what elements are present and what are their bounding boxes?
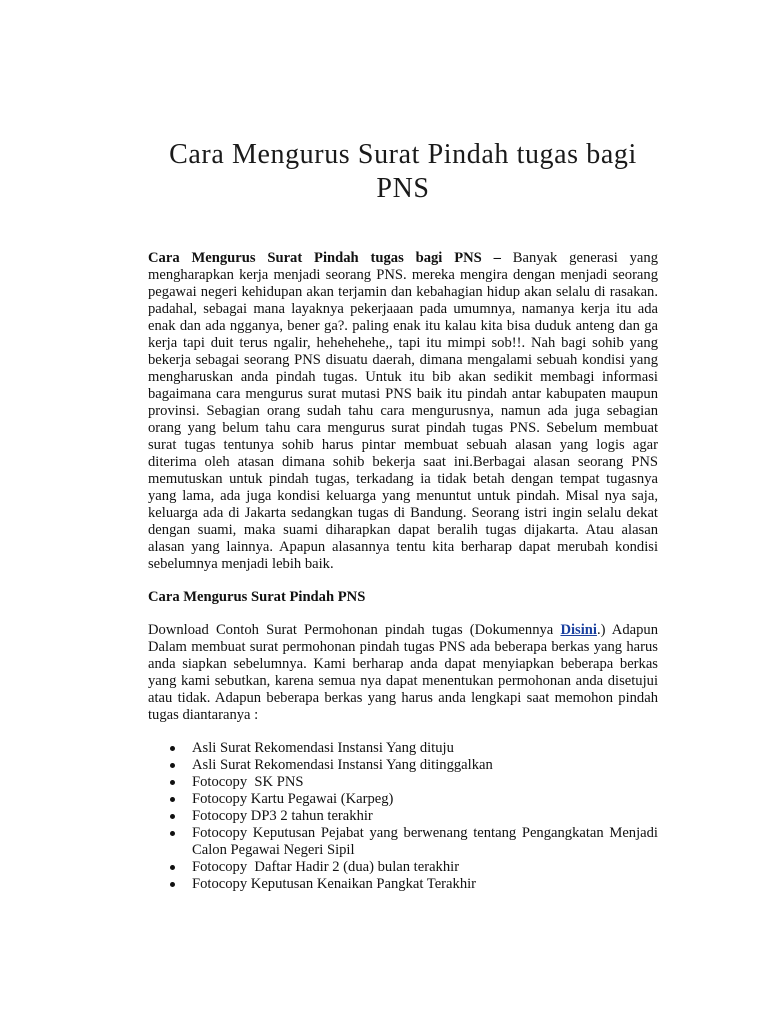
- list-item: [148, 825, 658, 859]
- requirements-list: [148, 740, 658, 893]
- list-item-text: Fotocopy Daftar Hadir 2 (dua) bulan terakhir: [192, 859, 460, 875]
- page-title: Cara Mengurus Surat Pindah tugas bagi PNS: [169, 139, 637, 204]
- bullet-icon: [170, 780, 175, 785]
- list-item: [148, 859, 658, 876]
- download-text-after: .) Adapun Dalam membuat surat permohonan pindah tugas PNS ada beberapa berkas yang harus anda siapkan sebelumnya. Kami berharap anda dapat menyiapkan beberapa berkas yang kami sebutkan, karena semua nya dapat menentukan permohonan anda disetujui atau tidak. Adapun beberapa berkas yang harus anda lengkapi saat memohon pindah tugas diantaranya :: [148, 622, 658, 723]
- list-item: [148, 774, 658, 791]
- list-item-text: Fotocopy DP3 2 tahun terakhir: [192, 808, 373, 824]
- list-item: [148, 808, 658, 825]
- list-item-text: Fotocopy Keputusan Kenaikan Pangkat Terakhir: [192, 876, 477, 892]
- document-page: [148, 138, 658, 893]
- list-item: [148, 876, 658, 893]
- download-link[interactable]: Disini: [560, 622, 597, 638]
- download-text-before: Download Contoh Surat Permohonan pindah tugas (Dokumennya: [148, 622, 561, 638]
- bullet-icon: [170, 814, 175, 819]
- intro-text: Banyak generasi yang mengharapkan kerja menjadi seorang PNS. mereka mengira dengan menjadi seorang pegawai negeri kehidupan akan terjamin dan kebahagian hidup akan selalu di rasakan. padahal, sebagai mana layaknya pekerjaaan pada umumnya, namanya kerja itu ada enak dan ada ngganya, bener ga?. paling enak itu kalau kita bisa duduk anteng dan ga kerja tapi duit terus ngalir, hehehehehe,, tapi itu mimpi sob!!. Nah bagi sohib yang bekerja sebagai seorang PNS disuatu daerah, dimana mengalami sebuah kondisi yang mengharuskan anda pindah tugas. Untuk itu bib akan sedikit membagi informasi bagaimana cara mengurus surat mutasi PNS baik itu pindah antar kabupaten maupun provinsi. Sebagian orang sudah tahu cara mengurusnya, namun ada juga sebagian orang yang belum tahu cara mengurus surat pindah tugas PNS. Sebelum membuat surat tugas tentunya sohib harus pintar membuat sebuah alasan yang logis agar diterima oleh atasan dimana sohib bekerja saat ini.Berbagai alasan seorang PNS memutuskan untuk pindah tugas, terkadang ia tidak betah dengan tempat tugasnya yang lama, ada juga kondisi keluarga yang menuntut untuk pindah. Misal nya saja, keluarga ada di Jakarta sedangkan tugas di Bandung. Seorang istri ingin selalu dekat dengan suami, maka suami diharapkan dapat beralih tugas dijakarta. Atau alasan alasan yang lainnya. Apapun alasannya tentu kita berharap dapat merubah kondisi sebelumnya menjadi lebih baik.: [148, 250, 658, 572]
- bullet-icon: [170, 763, 175, 768]
- intro-paragraph: [148, 250, 658, 573]
- list-item-text: Fotocopy Kartu Pegawai (Karpeg): [192, 791, 394, 807]
- list-item-text: Fotocopy Keputusan Pejabat yang berwenang tentang Pengangkatan Menjadi Calon Pegawai Negeri Sipil: [192, 825, 658, 858]
- intro-lead: Cara Mengurus Surat Pindah tugas bagi PNS –: [148, 250, 501, 266]
- list-item-text: Asli Surat Rekomendasi Instansi Yang dituju: [192, 740, 454, 756]
- list-item: [148, 757, 658, 774]
- bullet-icon: [170, 865, 175, 870]
- bullet-icon: [170, 746, 175, 751]
- download-paragraph: [148, 622, 658, 724]
- list-item-text: Fotocopy SK PNS: [192, 774, 304, 790]
- bullet-icon: [170, 882, 175, 887]
- section-heading: Cara Mengurus Surat Pindah PNS: [148, 589, 366, 605]
- list-item-text: Asli Surat Rekomendasi Instansi Yang ditinggalkan: [192, 757, 493, 773]
- list-item: [148, 740, 658, 757]
- bullet-icon: [170, 797, 175, 802]
- bullet-icon: [170, 831, 175, 836]
- list-item: [148, 791, 658, 808]
